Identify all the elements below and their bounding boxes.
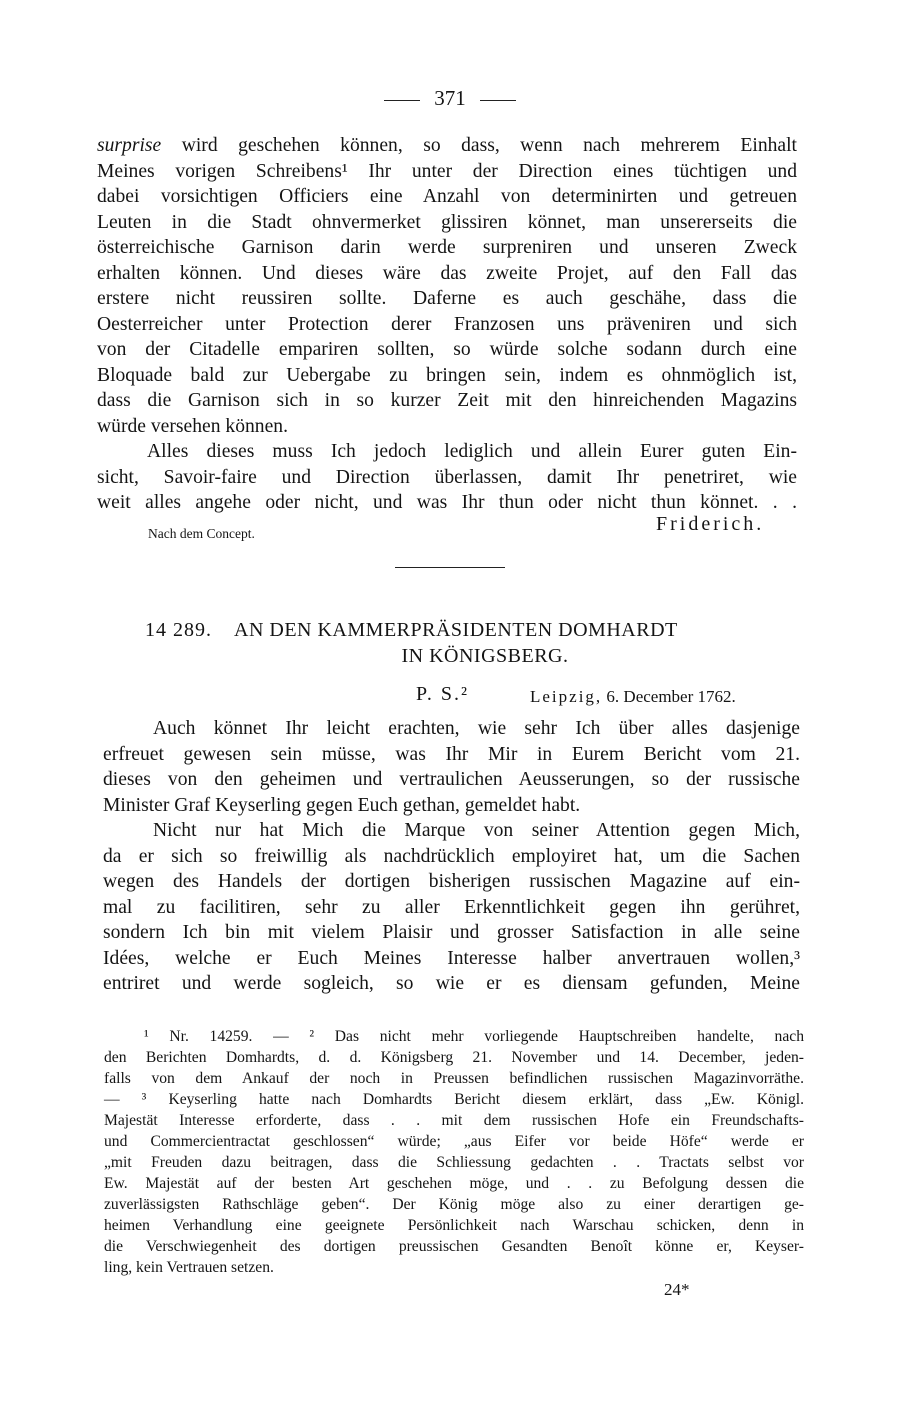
footnote-line: — ³ Keyserling hatte nach Domhardts Bericht diesem erklärt, dass „Ew. Königl. (104, 1091, 804, 1108)
source-note: Nach dem Concept. (148, 526, 255, 541)
paragraph-line: von der Citadelle empariren sollten, so würde solche sodann durch eine (97, 339, 797, 360)
paragraph-line: Meines vorigen Schreibens¹ Ihr unter der Direction eines tüchtigen und (97, 160, 797, 182)
footnote-line: den Berichten Domhardts, d. d. Königsberg 21. November und 14. December, jeden- (104, 1049, 804, 1066)
paragraph-line: erstere nicht reussiren sollte. Daferne es auch geschähe, dass die (97, 288, 797, 309)
paragraph-line: österreichische Garnison darin werde surpreniren und unseren Zweck (97, 237, 797, 258)
paragraph-line: Bloquade bald zur Uebergabe zu bringen sein, indem es ohnmöglich ist, (97, 364, 797, 386)
header-rule-left (384, 100, 420, 101)
dateline-place: Leipzig, (530, 687, 603, 706)
footnote-line: ling, kein Vertrauen setzen. (104, 1259, 274, 1276)
paragraph-line: Leuten in die Stadt ohnvermerket glissiren könnet, man unsererseits die (97, 211, 797, 233)
paragraph-line: dass die Garnison sich in so kurzer Zeit mit den hinreichenden Magazins (97, 390, 797, 411)
paragraph-line: Alles dieses muss Ich jedoch lediglich und allein Eurer guten Ein- (147, 441, 797, 462)
paragraph-line: würde versehen können. (97, 415, 288, 437)
document-title-line2: IN KÖNIGSBERG. (401, 645, 569, 667)
header-rule-right (480, 100, 516, 101)
paragraph-line: surprise wird geschehen können, so dass, wenn nach mehrerem Einhalt (97, 135, 797, 156)
document-heading (145, 617, 765, 669)
dateline (530, 687, 736, 707)
paragraph-line: erfreuet gewesen sein müsse, was Ihr Mir in Eurem Bericht vom 21. (103, 743, 800, 765)
footnote-line: „mit Freuden dazu beitragen, dass die Schliessung gedachten . . Tractats selbst vor (104, 1154, 804, 1171)
footnote-line: falls von dem Ankauf der noch in Preussen befindlichen russischen Magazinvorräthe. (104, 1070, 804, 1087)
postscript-label: P. S.² (416, 683, 470, 705)
paragraph-line: Oesterreicher unter Protection derer Franzosen uns präveniren und sich (97, 313, 797, 335)
paragraph-line: dabei vorsichtigen Officiers eine Anzahl von determinirten und getreuen (97, 186, 797, 207)
paragraph-line: erhalten können. Und dieses wäre das zweite Projet, auf den Fall das (97, 262, 797, 284)
signature-mark: 24* (664, 1280, 690, 1299)
paragraph-line: sondern Ich bin mit vielem Plaisir und grosser Satisfaction in alle seine (103, 922, 800, 943)
paragraph-line: entriret und werde sogleich, so wie er es diensam gefunden, Meine (103, 973, 800, 994)
footnote-line: ¹ Nr. 14259. — ² Das nicht mehr vorliegende Hauptschreiben handelte, nach (144, 1028, 804, 1045)
paragraph-line: dieses von den geheimen und vertraulichen Aeusserungen, so der russische (103, 769, 800, 790)
paragraph-line: wegen des Handels der dortigen bisherigen russischen Magazine auf ein- (103, 871, 800, 892)
paragraph-line: mal zu facilitiren, sehr zu aller Erkenntlichkeit gegen ihn gerühret, (103, 896, 800, 918)
paragraph-line: da er sich so freiwillig als nachdrücklich employiret hat, um die Sachen (103, 845, 800, 867)
footnote-line: Ew. Majestät auf der besten Art geschehen möge, und . . zu Befolgung dessen die (104, 1175, 804, 1192)
italic-word: surprise (97, 135, 162, 156)
signature: Friderich. (656, 513, 765, 535)
section-separator (395, 567, 505, 568)
page-number: 371 (434, 86, 466, 110)
document-title-line1: AN DEN KAMMERPRÄSIDENTEN DOMHARDT (234, 619, 678, 641)
paragraph-line: sicht, Savoir-faire und Direction überlassen, damit Ihr penetriret, wie (97, 466, 797, 488)
document-number: 14 289. (145, 619, 212, 641)
paragraph-line: Nicht nur hat Mich die Marque von seiner Attention gegen Mich, (153, 820, 800, 841)
dateline-date: 6. December 1762. (606, 687, 736, 706)
footnote-line: Majestät Interesse erforderte, dass . . mit dem russischen Hofe ein Freundschafts- (104, 1112, 804, 1129)
paragraph-line: Auch könnet Ihr leicht erachten, wie sehr Ich über alles dasjenige (153, 718, 800, 739)
page-header (0, 86, 900, 111)
footnote-line: heimen Verhandlung eine geeignete Persönlichkeit nach Warschau schicken, denn in (104, 1217, 804, 1234)
footnote-line: die Verschwiegenheit des dortigen preussischen Gesandten Benoît könne er, Keyser- (104, 1238, 804, 1255)
footnote-line: und Commercientractat geschlossen“ würde; „aus Eifer vor beide Höfe“ werde er (104, 1133, 804, 1150)
paragraph-line: Minister Graf Keyserling gegen Euch gethan, gemeldet habt. (103, 794, 581, 816)
paragraph-line: weit alles angehe oder nicht, und was Ihr thun oder nicht thun könnet. . . (97, 492, 797, 513)
paragraph-line: Idées, welche er Euch Meines Interesse halber anvertrauen wollen,³ (103, 947, 800, 969)
footnote-line: zuverlässigsten Rathschläge geben“. Der König möge also zu einer derartigen ge- (104, 1196, 804, 1213)
